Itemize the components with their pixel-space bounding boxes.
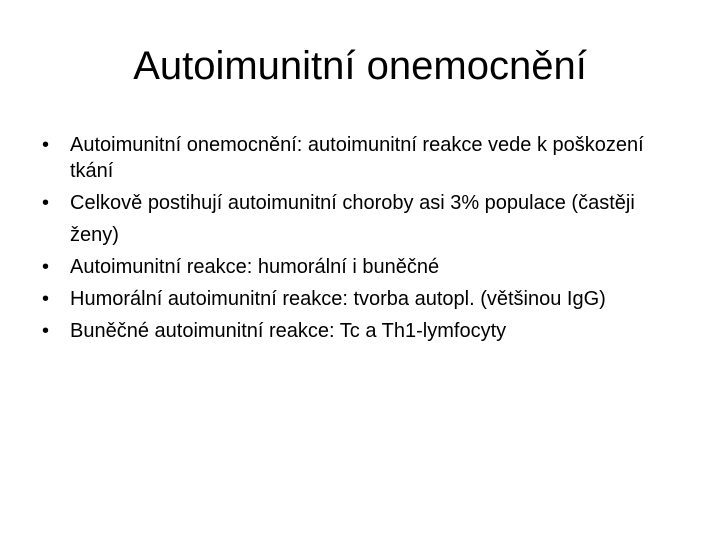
slide-title: Autoimunitní onemocnění bbox=[133, 44, 587, 88]
bullet-icon: • bbox=[42, 288, 50, 310]
bullet-icon: • bbox=[42, 134, 50, 156]
bullet-text: Celkově postihují autoimunitní choroby asi 3% populace (častěji ženy) bbox=[70, 192, 635, 246]
bullet-item bbox=[42, 318, 672, 344]
bullet-item bbox=[42, 254, 672, 280]
bullet-text: Buněčné autoimunitní reakce: Tc a Th1-lymfocyty bbox=[70, 320, 507, 342]
bullet-icon: • bbox=[42, 320, 50, 342]
bullet-text: Autoimunitní onemocnění: autoimunitní reakce vede k poškození tkání bbox=[70, 134, 644, 182]
bullet-item bbox=[42, 132, 672, 184]
bullet-text: Autoimunitní reakce: humorální i buněčné bbox=[70, 256, 440, 278]
bullet-icon: • bbox=[42, 256, 50, 278]
bullet-icon: • bbox=[42, 192, 50, 214]
bullet-item bbox=[42, 187, 672, 251]
bullet-list bbox=[42, 132, 672, 350]
bullet-text: Humorální autoimunitní reakce: tvorba autopl. (většinou IgG) bbox=[70, 288, 606, 310]
bullet-item bbox=[42, 286, 672, 312]
